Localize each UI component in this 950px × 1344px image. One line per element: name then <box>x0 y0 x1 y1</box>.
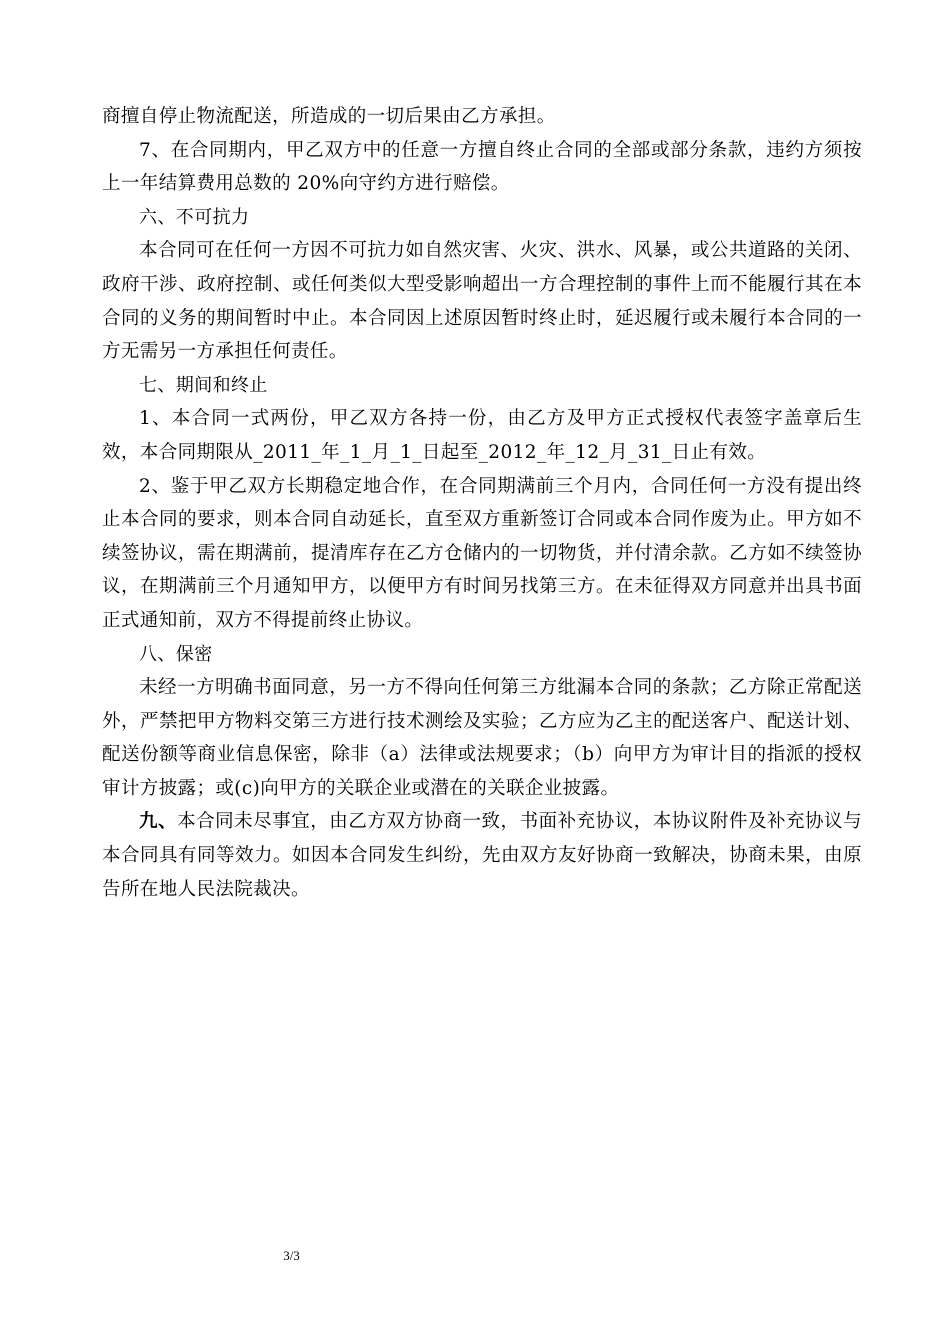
clause-2-auto-renewal: 2、鉴于甲乙双方长期稳定地合作，在合同期满前三个月内，合同任何一方没有提出终止本合同的要求，则本合同自动延长，直至双方重新签订合同或本合同作废为止。甲方如不续签协议，需在期满前，提清库存在乙方仓储内的一切物货，并付清余款。乙方如不续签协议，在期满前三个月通知甲方，以便甲方有时间另找第三方。在未征得双方同意并出具书面正式通知前，双方不得提前终止协议。 <box>102 475 862 631</box>
clause-7-termination-penalty: 7、在合同期内，甲乙双方中的任意一方擅自终止合同的全部或部分条款，违约方须按上一年结算费用总数的 20%向守约方进行赔偿。 <box>102 139 862 195</box>
clause-1-contract-term: 1、本合同一式两份，甲乙双方各持一份，由乙方及甲方正式授权代表签字盖章后生效，本合同期限从_2011_年_1_月_1_日起至_2012_年_12_月_31_日止有效。 <box>102 408 862 463</box>
page-number: 3/3 <box>283 1248 300 1263</box>
section-heading-force-majeure: 六、不可抗力 <box>139 206 250 228</box>
paragraph-force-majeure: 本合同可在任何一方因不可抗力如自然灾害、火灾、洪水、风暴，或公共道路的关闭、政府干涉、政府控制、或任何类似大型受影响超出一方合理控制的事件上而不能履行其在本合同的义务的期间暂时中止。本合同因上述原因暂时终止时，延迟履行或未履行本合同的一方无需另一方承担任何责任。 <box>102 240 862 363</box>
section-9-miscellaneous <box>102 805 862 906</box>
section-9-text: 本合同未尽事宜，由乙方双方协商一致，书面补充协议，本协议附件及补充协议与本合同具有同等效力。如因本合同发生纠纷，先由双方友好协商一致解决，协商未果，由原告所在地人民法院裁决。 <box>102 811 862 900</box>
section-heading-term-and-termination: 七、期间和终止 <box>139 374 268 396</box>
document-body <box>102 100 862 906</box>
paragraph-logistics-consequence: 商擅自停止物流配送，所造成的一切后果由乙方承担。 <box>102 106 556 127</box>
section-heading-confidentiality: 八、保密 <box>139 643 213 665</box>
paragraph-confidentiality: 未经一方明确书面同意，另一方不得向任何第三方纰漏本合同的条款；乙方除正常配送外，严禁把甲方物料交第三方进行技术测绘及实验；乙方应为乙主的配送客户、配送计划、配送份额等商业信息保密，除非（a）法律或法规要求；（b）向甲方为审计目的指派的授权审计方披露；或(c)向甲方的关联企业或潜在的关联企业披露。 <box>102 677 862 799</box>
section-9-number: 九、 <box>139 811 178 833</box>
